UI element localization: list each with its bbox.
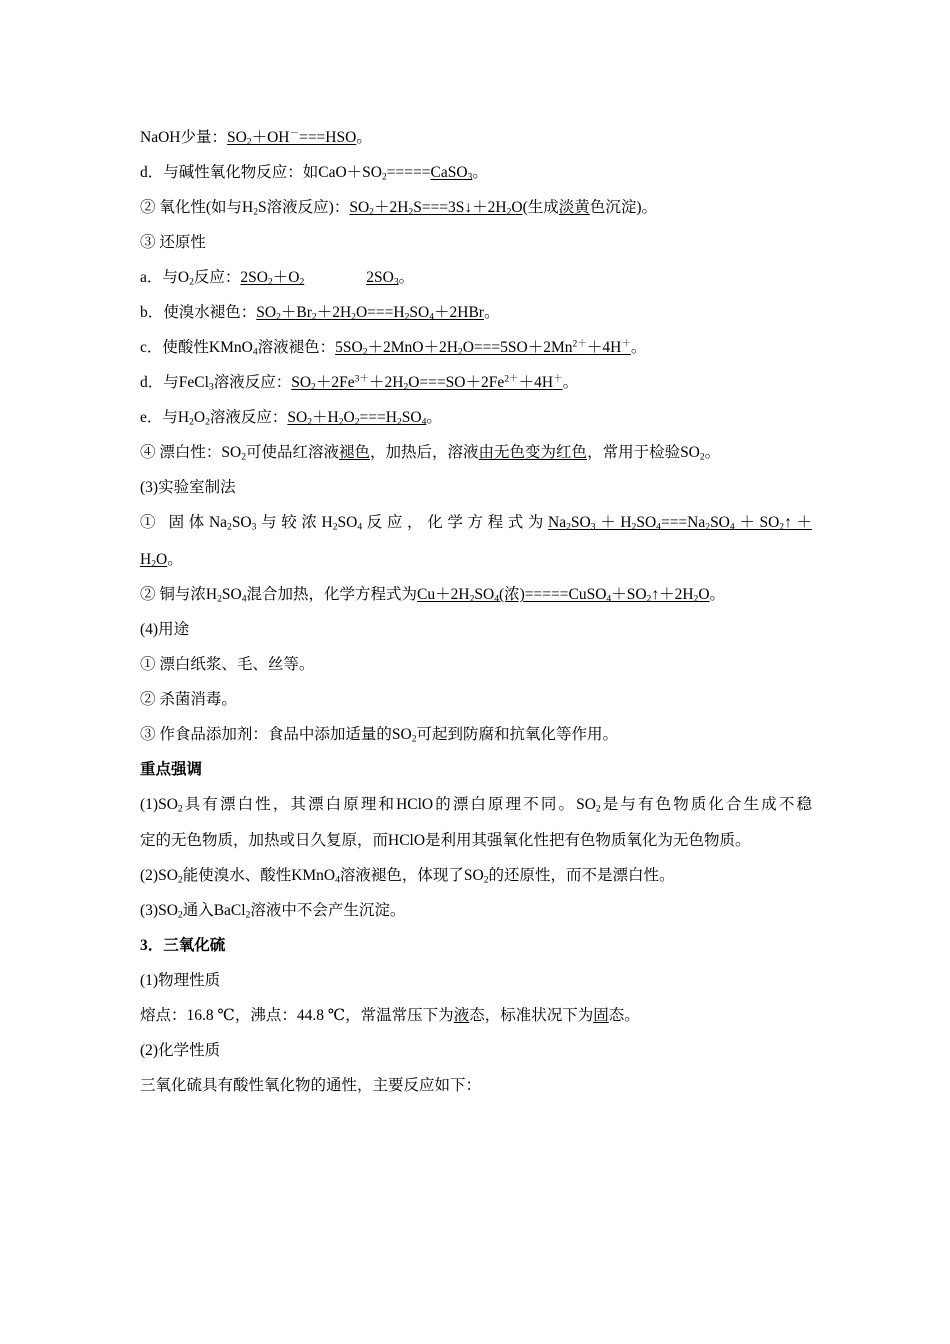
bromine-water-decolor: b．使溴水褪色：$SO_2+Br_2+2H_2O===H_2SO_4+2HBr$。 [140, 304, 500, 323]
bleaching-property: ④ 漂白性：$SO_2$可使品红溶液褪色，加热后，溶液由无色变为红色，常用于检验$SO_2$。 [140, 444, 721, 463]
reducing-property-heading: ③ 还原性 [140, 234, 206, 251]
sulfur-trioxide-heading: 3．三氧化硫 [140, 937, 226, 954]
use-food-additive: ③ 作食品添加剂：食品中添加适量的$SO_2$可起到防腐和抗氧化等作用。 [140, 726, 619, 745]
uses-heading: (4)用途 [140, 621, 190, 638]
reaction-with-oxygen: a．与$O_2$反应：$2SO_2+O_2$ $2SO_3$。 [140, 269, 415, 288]
kmno4-decolor: c．使酸性KMnO$_4$溶液褪色：$5SO_2+2MnO+2H_2O===5SO+2Mn^{2+}+4H^+$。 [140, 338, 647, 358]
melting-boiling-points: 熔点：16.8 ℃，沸点：44.8 ℃，常温常压下为液态，标准状况下为固态。 [140, 1007, 640, 1024]
key-point-3: $(3)SO_2$通入BaCl$_2$溶液中不会产生沉淀。 [140, 902, 406, 921]
physical-properties-heading: (1)物理性质 [140, 972, 221, 989]
key-point-2: $(2)SO_2$能使溴水、酸性KMnO$_4$溶液褪色，体现了$SO_2$的还原性，而不是漂白性。 [140, 867, 675, 886]
h2o2-reaction: e．与$H_2O_2$溶液反应：$SO_2+H_2O_2===H_2SO_4$。 [140, 409, 442, 428]
use-sterilization: ② 杀菌消毒。 [140, 691, 237, 708]
copper-method: ② 铜与浓$H_2SO_4$混合加热，化学方程式为$Cu+2H_2SO_4$(浓)$=====CuSO_4+SO_2↑+2H_2O$。 [140, 586, 726, 605]
chemical-properties-heading: (2)化学性质 [140, 1042, 221, 1059]
acidic-oxide-intro: 三氧化硫具有酸性氧化物的通性，主要反应如下： [140, 1077, 482, 1094]
fecl3-reaction: d．与FeCl$_3$溶液反应：$SO_2+2Fe^{3+}+2H_2O===SO+2Fe^{2+}+4H^+$。 [140, 373, 579, 393]
sodium-sulfite-method: ① 固体$Na_2SO_3$与较浓$H_2SO_4$反应，化学方程式为$Na_2SO_3+H_2SO_4===Na_2SO_4+SO_2↑+$ [140, 514, 812, 533]
key-point-1: $(1)SO_2$具有漂白性，其漂白原理和HClO的漂白原理不同。$SO_2$是与有色物质化合生成不稳 [140, 796, 812, 815]
naoh-limited-reaction: NaOH少量：$SO_2+OH^-===HSO$。 [140, 128, 372, 148]
sodium-sulfite-method-cont: $H_2O$。 [140, 551, 183, 570]
key-point-1-cont: 定的无色物质，加热或日久复原，而HClO是利用其强氧化性把有色物质氧化为无色物质。 [140, 832, 751, 849]
lab-preparation-heading: (3)实验室制法 [140, 479, 236, 496]
use-bleaching: ① 漂白纸浆、毛、丝等。 [140, 656, 315, 673]
basic-oxide-reaction: d．与碱性氧化物反应：如$CaO+SO_2=====CaSO_3$。 [140, 164, 488, 183]
oxidizing-property: ② 氧化性(如与$H_2S$溶液反应)：$SO_2+2H_2S===3S↓+2H_2O$(生成淡黄色沉淀)。 [140, 199, 657, 218]
key-points-heading: 重点强调 [140, 761, 203, 778]
